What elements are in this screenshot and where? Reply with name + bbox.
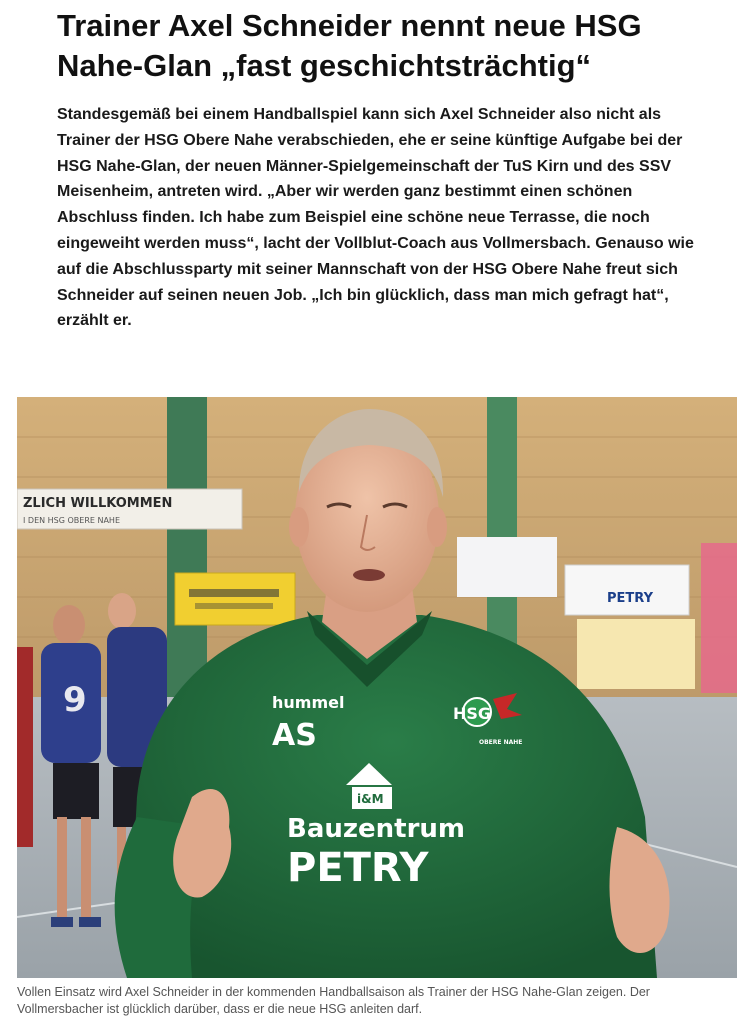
ad-board-side bbox=[701, 543, 737, 693]
club-logo-text: HSG bbox=[453, 704, 492, 723]
article-headline: Trainer Axel Schneider nennt neue HSG Nahe-Glan „fast geschichtsträchtig“ bbox=[57, 8, 642, 83]
petry-ad-board bbox=[565, 565, 689, 615]
ad-board bbox=[457, 537, 557, 597]
photo-illustration bbox=[17, 397, 737, 978]
welcome-banner-subtext: I DEN HSG OBERE NAHE bbox=[23, 516, 121, 525]
green-pillar bbox=[167, 397, 207, 697]
article-photo[interactable] bbox=[17, 397, 737, 978]
player-number: 9 bbox=[63, 680, 87, 720]
petry-ad-text: PETRY bbox=[607, 591, 653, 606]
shirt-brand-text: hummel bbox=[272, 693, 345, 712]
coach-mouth bbox=[353, 569, 385, 581]
ad-board-poster bbox=[577, 619, 695, 689]
shirt-sponsor-line2: PETRY bbox=[287, 845, 429, 891]
shirt-initials-text: AS bbox=[272, 718, 317, 753]
shirt-sponsor-line1: Bauzentrum bbox=[287, 814, 466, 844]
welcome-banner-text: ZLICH WILLKOMMEN bbox=[23, 496, 173, 511]
yellow-ad-board bbox=[175, 573, 295, 625]
photo-caption: Vollen Einsatz wird Axel Schneider in der kommenden Handballsaison als Trainer der HSG Nahe-Glan zeigen. Der Vollmersbacher ist glücklich darüber, dass er die neue HSG anleiten darf. bbox=[17, 985, 650, 1016]
article-lead-paragraph: Standesgemäß bei einem Handballspiel kann sich Axel Schneider also nicht als Trainer der HSG Obere Nahe verabschieden, ehe er seine künftige Aufgabe bei der HSG Nahe-Glan, der neuen Männer-Spielgemeinschaft der TuS Kirn und des SSV Meisenheim, antreten wird. „Aber wir werden ganz bestimmt einen schönen Abschluss finden. Ich habe zum Beispiel eine schöne neue Terrasse, die noch eingeweiht werden muss“, lacht der Vollblut-Coach aus Vollmersbach. Genauso wie auf die Abschlussparty mit seiner Mannschaft von der HSG Obere Nahe freut sich Schneider auf seinen neuen Job. „Ich bin glücklich, dass man mich gefragt hat“, erzählt er. bbox=[57, 106, 694, 330]
sponsor-logo-text: i&M bbox=[357, 792, 384, 806]
club-logo-subtext: OBERE NAHE bbox=[479, 739, 523, 746]
